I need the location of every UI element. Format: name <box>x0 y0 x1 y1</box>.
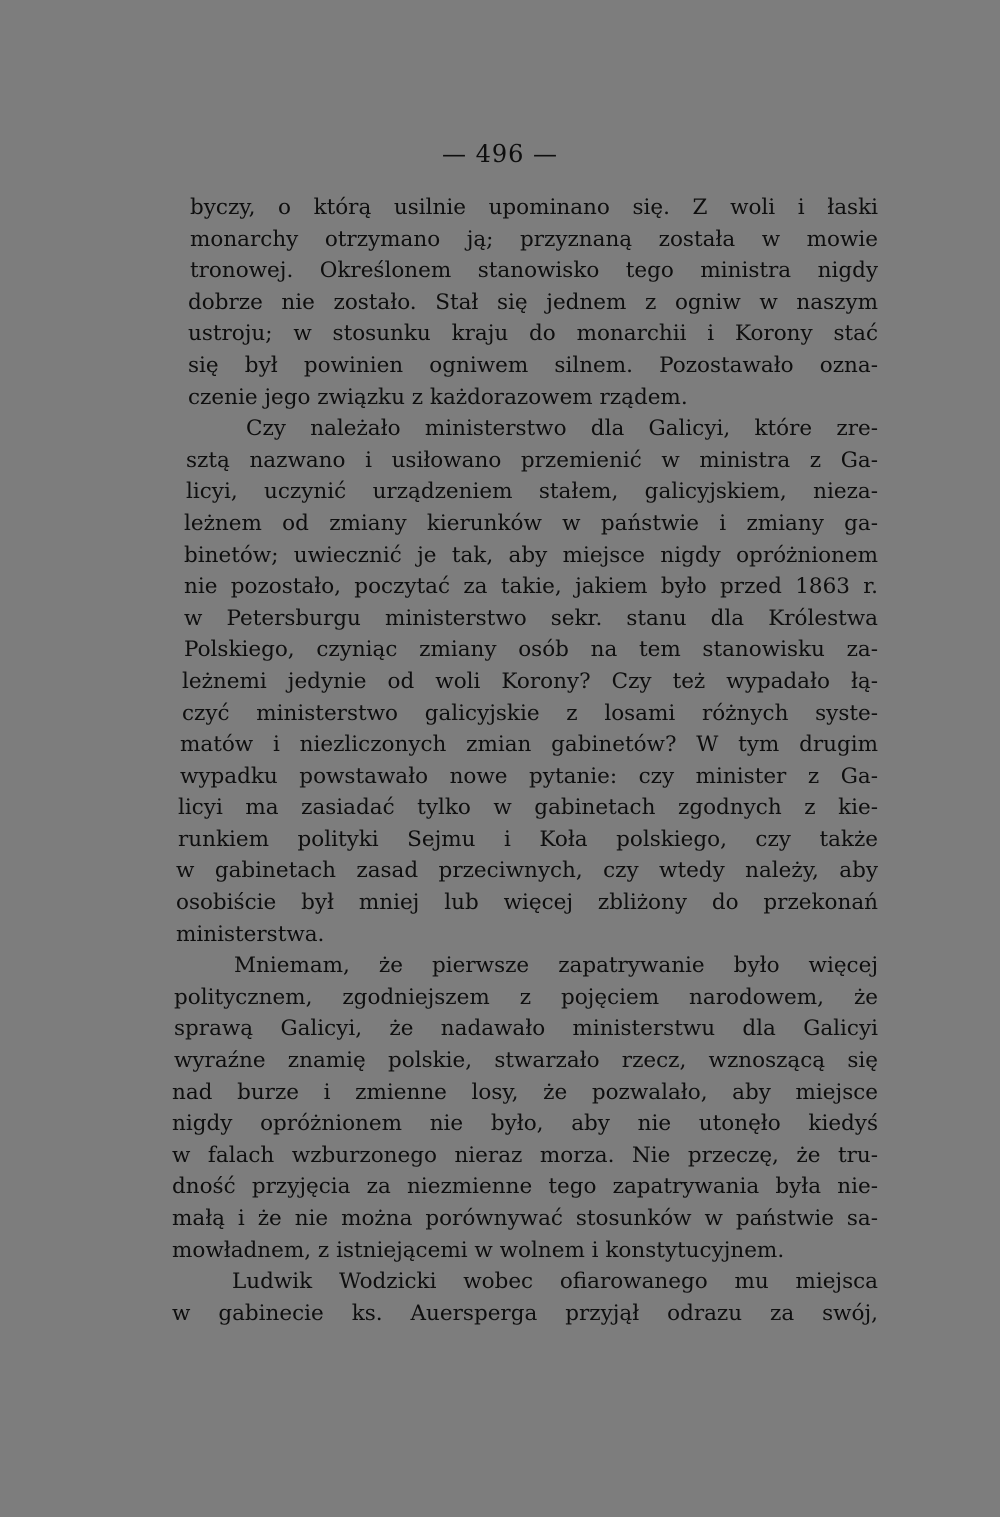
text-line: ministerstwa. <box>176 921 325 947</box>
text-line: byczy, o którą usilnie upominano się. Z woli i łaski <box>190 195 878 220</box>
text-line: runkiem polityki Sejmu i Koła polskiego, czy także <box>178 826 878 852</box>
text-line: dobrze nie zostało. Stał się jednem z ogniw w naszym <box>188 289 878 315</box>
text-line: licyi ma zasiadać tylko w gabinetach zgodnych z kie- <box>178 795 878 821</box>
text-line: w falach wzburzonego nieraz morza. Nie przeczę, że tru- <box>172 1142 878 1168</box>
text-line: Polskiego, czyniąc zmiany osób na tem stanowisku za- <box>184 637 878 663</box>
text-line: ustroju; w stosunku kraju do monarchii i Korony stać <box>188 321 878 347</box>
text-line: sprawą Galicyi, że nadawało ministerstwu dla Galicyi <box>174 1016 878 1042</box>
text-line: tronowej. Określonem stanowisko tego ministra nigdy <box>190 258 878 284</box>
text-line: matów i niezliczonych zmian gabinetów? W tym drugim <box>180 732 878 758</box>
text-line: monarchy otrzymano ją; przyznaną została w mowie <box>190 226 878 252</box>
text-line: w gabinetach zasad przeciwnych, czy wtedy należy, aby <box>176 858 878 884</box>
text-line: nigdy opróżnionem nie było, aby nie utonęło kiedyś <box>172 1111 878 1137</box>
text-line: sztą nazwano i usiłowano przemienić w ministra z Ga- <box>186 447 878 473</box>
text-line: wypadku powstawało nowe pytanie: czy minister z Ga- <box>180 763 878 789</box>
text-line: Ludwik Wodzicki wobec ofiarowanego mu miejsca <box>232 1269 878 1295</box>
text-line: licyi, uczynić urządzeniem stałem, galicyjskiem, nieza- <box>186 479 878 505</box>
text-line: binetów; uwiecznić je tak, aby miejsce nigdy opróżnionem <box>184 542 878 568</box>
text-line: wyraźne znamię polskie, stwarzało rzecz, wznoszącą się <box>174 1048 878 1074</box>
text-line: nad burze i zmienne losy, że pozwalało, aby miejsce <box>172 1079 878 1105</box>
text-line: Czy należało ministerstwo dla Galicyi, które zre- <box>246 416 878 442</box>
text-line: czyć ministerstwo galicyjskie z losami różnych syste- <box>182 700 878 726</box>
text-line: czenie jego związku z każdorazowem rządem. <box>188 384 688 410</box>
text-line: leżnem od zmiany kierunków w państwie i zmiany ga- <box>184 510 878 536</box>
text-line: leżnemi jedynie od woli Korony? Czy też wypadało łą- <box>182 668 878 694</box>
text-line: dność przyjęcia za niezmienne tego zapatrywania była nie- <box>172 1174 878 1200</box>
text-line: nie pozostało, poczytać za takie, jakiem było przed 1863 r. <box>184 574 878 600</box>
text-line: w Petersburgu ministerstwo sekr. stanu dla Królestwa <box>184 605 878 631</box>
text-line: mowładnem, z istniejącemi w wolnem i konstytucyjnem. <box>172 1237 785 1263</box>
text-line: politycznem, zgodniejszem z pojęciem narodowem, że <box>174 984 878 1010</box>
text-line: się był powinien ogniwem silnem. Pozostawało ozna- <box>188 352 878 378</box>
text-line: w gabinecie ks. Auersperga przyjął odrazu za swój, <box>172 1300 878 1326</box>
body-text <box>172 192 878 1329</box>
text-line: małą i że nie można porównywać stosunków w państwie sa- <box>172 1206 878 1231</box>
text-line: osobiście był mniej lub więcej zbliżony do przekonań <box>176 890 878 916</box>
page-number: — 496 — <box>441 140 559 168</box>
text-line: Mniemam, że pierwsze zapatrywanie było więcej <box>234 953 878 979</box>
